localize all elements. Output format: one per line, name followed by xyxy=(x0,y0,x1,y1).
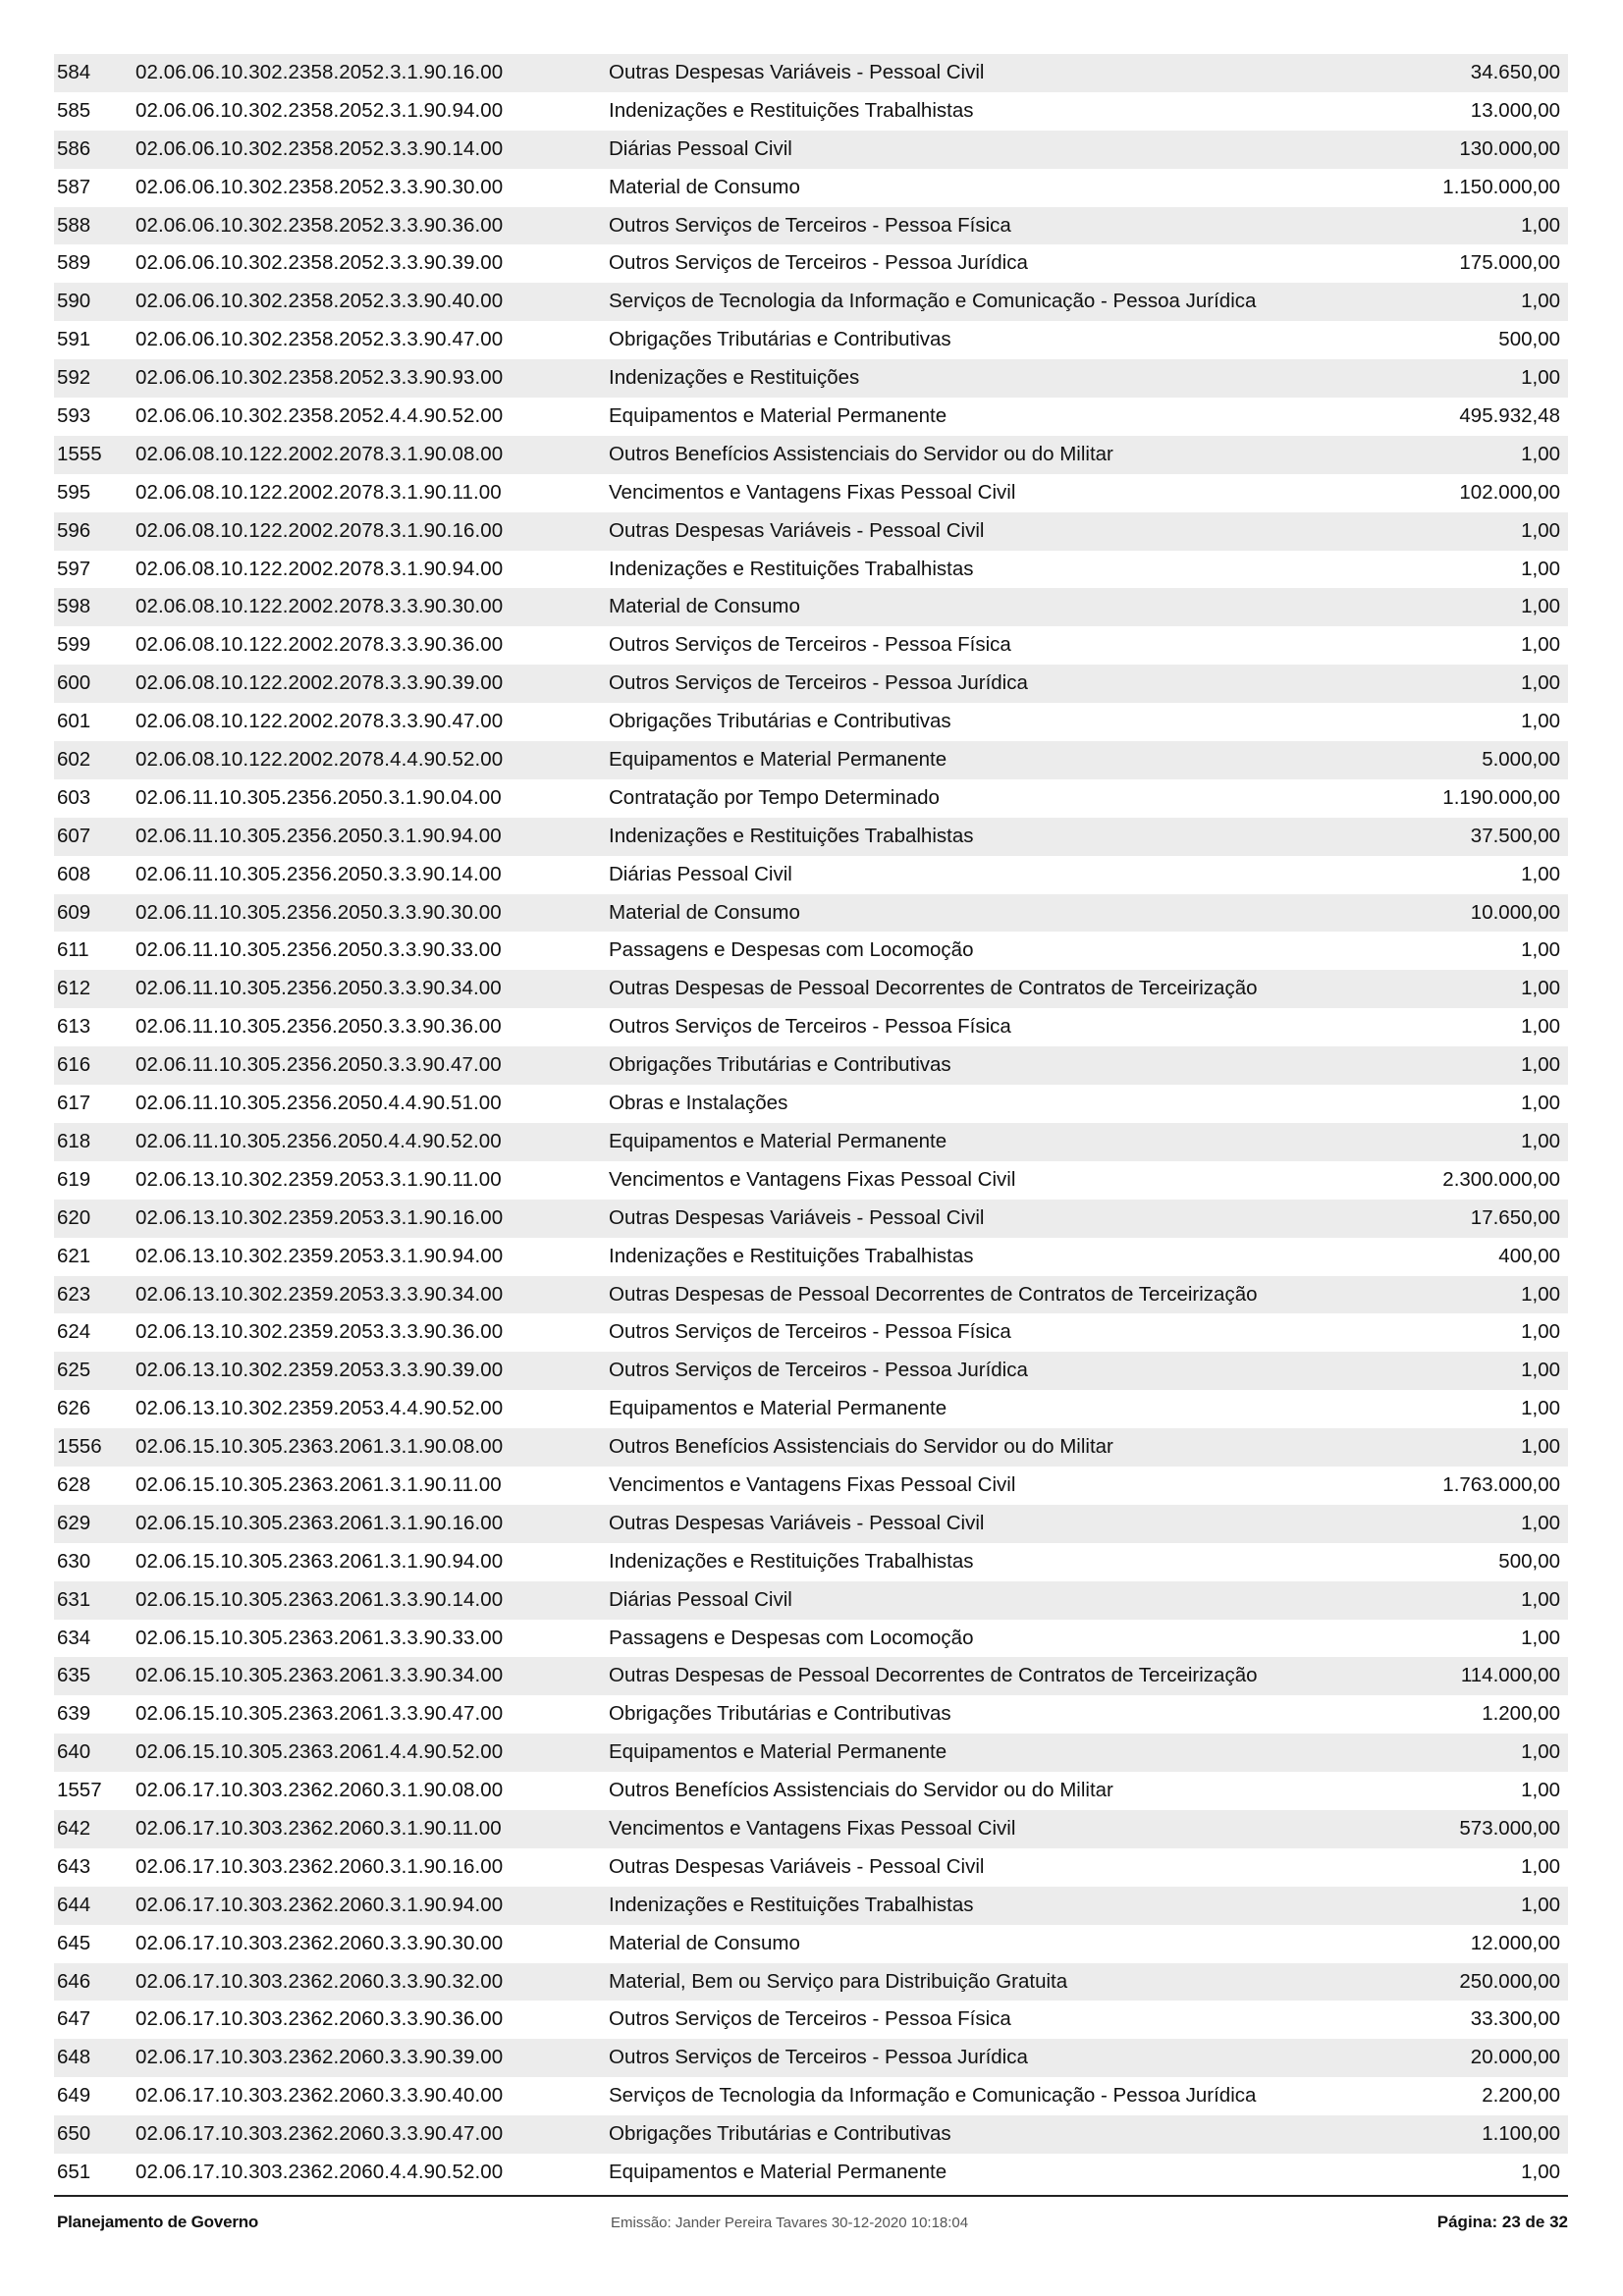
account-code: 02.06.15.10.305.2363.2061.3.3.90.33.00 xyxy=(135,1626,504,1649)
account-code: 02.06.13.10.302.2359.2053.3.3.90.36.00 xyxy=(135,1320,504,1344)
row-id: 601 xyxy=(57,710,91,733)
table-row xyxy=(54,436,1568,474)
row-value: 37.500,00 xyxy=(1470,824,1560,847)
row-value: 1,00 xyxy=(1521,213,1560,237)
account-code: 02.06.08.10.122.2002.2078.3.1.90.16.00 xyxy=(135,518,504,542)
account-code: 02.06.11.10.305.2356.2050.3.3.90.47.00 xyxy=(135,1053,502,1077)
row-value: 1,00 xyxy=(1521,1511,1560,1534)
row-id: 613 xyxy=(57,1015,91,1039)
account-code: 02.06.15.10.305.2363.2061.3.1.90.08.00 xyxy=(135,1435,504,1459)
row-id: 640 xyxy=(57,1740,91,1764)
row-description: Outros Serviços de Terceiros - Pessoa Física xyxy=(609,2007,1011,2031)
row-description: Outros Serviços de Terceiros - Pessoa Jurídica xyxy=(609,1359,1028,1382)
account-code: 02.06.17.10.303.2362.2060.3.3.90.32.00 xyxy=(135,1969,504,1993)
account-code: 02.06.11.10.305.2356.2050.3.3.90.36.00 xyxy=(135,1015,502,1039)
row-id: 645 xyxy=(57,1931,91,1954)
account-code: 02.06.08.10.122.2002.2078.3.1.90.08.00 xyxy=(135,442,504,465)
row-id: 592 xyxy=(57,366,91,390)
row-id: 629 xyxy=(57,1511,91,1534)
table-row xyxy=(54,244,1568,283)
row-description: Outras Despesas Variáveis - Pessoal Civil xyxy=(609,518,985,542)
row-description: Passagens e Despesas com Locomoção xyxy=(609,1626,974,1649)
row-value: 1.190.000,00 xyxy=(1442,785,1560,809)
account-code: 02.06.15.10.305.2363.2061.3.3.90.14.00 xyxy=(135,1587,504,1611)
table-row xyxy=(54,474,1568,512)
account-code: 02.06.13.10.302.2359.2053.3.1.90.16.00 xyxy=(135,1205,504,1229)
row-value: 573.000,00 xyxy=(1459,1816,1560,1840)
row-id: 650 xyxy=(57,2122,91,2146)
table-row xyxy=(54,1352,1568,1390)
row-value: 400,00 xyxy=(1498,1244,1560,1267)
row-value: 1.150.000,00 xyxy=(1442,175,1560,198)
row-description: Obrigações Tributárias e Contributivas xyxy=(609,1053,951,1077)
row-value: 1,00 xyxy=(1521,1092,1560,1115)
table-row xyxy=(54,1925,1568,1963)
table-row xyxy=(54,1734,1568,1772)
row-value: 1,00 xyxy=(1521,442,1560,465)
row-id: 1556 xyxy=(57,1435,102,1459)
row-value: 2.300.000,00 xyxy=(1442,1167,1560,1191)
account-code: 02.06.06.10.302.2358.2052.3.3.90.30.00 xyxy=(135,175,504,198)
row-description: Equipamentos e Material Permanente xyxy=(609,404,947,428)
row-description: Serviços de Tecnologia da Informação e Comunicação - Pessoa Jurídica xyxy=(609,2084,1257,2108)
row-value: 1,00 xyxy=(1521,557,1560,580)
row-description: Material de Consumo xyxy=(609,1931,800,1954)
row-description: Obrigações Tributárias e Contributivas xyxy=(609,2122,951,2146)
row-id: 602 xyxy=(57,748,91,772)
table-row xyxy=(54,283,1568,321)
account-code: 02.06.15.10.305.2363.2061.3.1.90.11.00 xyxy=(135,1472,502,1496)
row-value: 1,00 xyxy=(1521,595,1560,618)
row-description: Material de Consumo xyxy=(609,595,800,618)
row-value: 17.650,00 xyxy=(1470,1205,1560,1229)
row-id: 619 xyxy=(57,1167,91,1191)
row-id: 1557 xyxy=(57,1779,102,1802)
account-code: 02.06.15.10.305.2363.2061.3.3.90.34.00 xyxy=(135,1664,504,1687)
table-row xyxy=(54,1848,1568,1887)
row-description: Outros Benefícios Assistenciais do Servidor ou do Militar xyxy=(609,1779,1113,1802)
row-id: 591 xyxy=(57,328,91,351)
row-id: 617 xyxy=(57,1092,91,1115)
row-description: Equipamentos e Material Permanente xyxy=(609,748,947,772)
table-row xyxy=(54,1620,1568,1658)
row-description: Outras Despesas de Pessoal Decorrentes de Contratos de Terceirização xyxy=(609,977,1258,1000)
table-row xyxy=(54,1008,1568,1046)
row-description: Material de Consumo xyxy=(609,175,800,198)
row-id: 623 xyxy=(57,1282,91,1306)
row-value: 1,00 xyxy=(1521,938,1560,962)
row-description: Equipamentos e Material Permanente xyxy=(609,1740,947,1764)
row-description: Outros Benefícios Assistenciais do Servidor ou do Militar xyxy=(609,1435,1113,1459)
row-id: 642 xyxy=(57,1816,91,1840)
table-row xyxy=(54,2115,1568,2154)
account-code: 02.06.06.10.302.2358.2052.4.4.90.52.00 xyxy=(135,404,504,428)
row-value: 1,00 xyxy=(1521,671,1560,695)
account-code: 02.06.17.10.303.2362.2060.3.1.90.94.00 xyxy=(135,1893,504,1916)
table-row xyxy=(54,1313,1568,1352)
row-description: Diárias Pessoal Civil xyxy=(609,862,792,885)
row-description: Vencimentos e Vantagens Fixas Pessoal Civil xyxy=(609,1167,1016,1191)
row-value: 1,00 xyxy=(1521,366,1560,390)
account-code: 02.06.11.10.305.2356.2050.3.3.90.14.00 xyxy=(135,862,502,885)
row-id: 600 xyxy=(57,671,91,695)
table-row xyxy=(54,1581,1568,1620)
row-id: 609 xyxy=(57,900,91,924)
table-row xyxy=(54,1657,1568,1695)
table-row xyxy=(54,2039,1568,2077)
row-description: Outros Serviços de Terceiros - Pessoa Física xyxy=(609,633,1011,657)
row-value: 12.000,00 xyxy=(1470,1931,1560,1954)
row-description: Passagens e Despesas com Locomoção xyxy=(609,938,974,962)
row-description: Serviços de Tecnologia da Informação e Comunicação - Pessoa Jurídica xyxy=(609,290,1257,313)
table-row xyxy=(54,2154,1568,2192)
row-description: Diárias Pessoal Civil xyxy=(609,1587,792,1611)
row-id: 597 xyxy=(57,557,91,580)
row-description: Obrigações Tributárias e Contributivas xyxy=(609,1702,951,1726)
table-row xyxy=(54,1887,1568,1925)
row-id: 648 xyxy=(57,2046,91,2069)
row-id: 625 xyxy=(57,1359,91,1382)
row-id: 621 xyxy=(57,1244,91,1267)
row-id: 608 xyxy=(57,862,91,885)
account-code: 02.06.17.10.303.2362.2060.3.3.90.40.00 xyxy=(135,2084,504,2108)
row-id: 595 xyxy=(57,480,91,504)
table-row xyxy=(54,551,1568,589)
row-id: 590 xyxy=(57,290,91,313)
row-description: Outros Serviços de Terceiros - Pessoa Física xyxy=(609,1320,1011,1344)
row-value: 495.932,48 xyxy=(1459,404,1560,428)
row-value: 500,00 xyxy=(1498,1549,1560,1573)
row-id: 588 xyxy=(57,213,91,237)
row-description: Indenizações e Restituições xyxy=(609,366,860,390)
row-value: 13.000,00 xyxy=(1470,98,1560,122)
row-description: Equipamentos e Material Permanente xyxy=(609,1129,947,1152)
table-row xyxy=(54,512,1568,551)
row-value: 10.000,00 xyxy=(1470,900,1560,924)
row-id: 624 xyxy=(57,1320,91,1344)
table-row xyxy=(54,970,1568,1008)
row-value: 102.000,00 xyxy=(1459,480,1560,504)
table-row xyxy=(54,1810,1568,1848)
row-value: 1,00 xyxy=(1521,290,1560,313)
row-id: 603 xyxy=(57,785,91,809)
row-description: Material, Bem ou Serviço para Distribuição Gratuita xyxy=(609,1969,1068,1993)
row-id: 639 xyxy=(57,1702,91,1726)
account-code: 02.06.11.10.305.2356.2050.4.4.90.52.00 xyxy=(135,1129,502,1152)
account-code: 02.06.17.10.303.2362.2060.4.4.90.52.00 xyxy=(135,2160,504,2183)
footer-emission: Emissão: Jander Pereira Tavares 30-12-2020 10:18:04 xyxy=(611,2215,969,2231)
row-value: 1,00 xyxy=(1521,1053,1560,1077)
row-value: 1,00 xyxy=(1521,1587,1560,1611)
row-id: 646 xyxy=(57,1969,91,1993)
row-description: Outras Despesas de Pessoal Decorrentes de Contratos de Terceirização xyxy=(609,1664,1258,1687)
row-value: 1,00 xyxy=(1521,1854,1560,1878)
row-value: 1,00 xyxy=(1521,1282,1560,1306)
row-value: 1,00 xyxy=(1521,1359,1560,1382)
table-row xyxy=(54,626,1568,665)
row-id: 644 xyxy=(57,1893,91,1916)
row-description: Outros Serviços de Terceiros - Pessoa Física xyxy=(609,1015,1011,1039)
row-description: Outras Despesas de Pessoal Decorrentes de Contratos de Terceirização xyxy=(609,1282,1258,1306)
row-value: 1,00 xyxy=(1521,1740,1560,1764)
row-id: 635 xyxy=(57,1664,91,1687)
budget-table xyxy=(54,54,1568,2192)
row-id: 631 xyxy=(57,1587,91,1611)
table-row xyxy=(54,54,1568,92)
table-row xyxy=(54,207,1568,245)
row-value: 1,00 xyxy=(1521,1397,1560,1420)
account-code: 02.06.11.10.305.2356.2050.3.3.90.33.00 xyxy=(135,938,502,962)
row-value: 1,00 xyxy=(1521,1435,1560,1459)
row-description: Contratação por Tempo Determinado xyxy=(609,785,940,809)
account-code: 02.06.08.10.122.2002.2078.3.3.90.30.00 xyxy=(135,595,504,618)
row-description: Outras Despesas Variáveis - Pessoal Civil xyxy=(609,61,985,83)
row-id: 593 xyxy=(57,404,91,428)
table-row xyxy=(54,169,1568,207)
account-code: 02.06.15.10.305.2363.2061.3.1.90.94.00 xyxy=(135,1549,504,1573)
row-description: Outros Serviços de Terceiros - Pessoa Jurídica xyxy=(609,2046,1028,2069)
row-description: Indenizações e Restituições Trabalhistas xyxy=(609,824,974,847)
account-code: 02.06.06.10.302.2358.2052.3.3.90.47.00 xyxy=(135,328,504,351)
footer-page-number: Página: 23 de 32 xyxy=(1436,2213,1568,2231)
row-id: 586 xyxy=(57,136,91,160)
account-code: 02.06.17.10.303.2362.2060.3.3.90.39.00 xyxy=(135,2046,504,2069)
row-id: 634 xyxy=(57,1626,91,1649)
row-value: 34.650,00 xyxy=(1470,61,1560,83)
account-code: 02.06.13.10.302.2359.2053.3.3.90.39.00 xyxy=(135,1359,504,1382)
row-description: Indenizações e Restituições Trabalhistas xyxy=(609,1549,974,1573)
table-row xyxy=(54,1390,1568,1428)
row-value: 5.000,00 xyxy=(1482,748,1560,772)
row-value: 1,00 xyxy=(1521,1626,1560,1649)
row-value: 1.100,00 xyxy=(1482,2122,1560,2146)
row-value: 1,00 xyxy=(1521,710,1560,733)
account-code: 02.06.15.10.305.2363.2061.3.3.90.47.00 xyxy=(135,1702,504,1726)
row-description: Indenizações e Restituições Trabalhistas xyxy=(609,1893,974,1916)
row-value: 33.300,00 xyxy=(1470,2007,1560,2031)
table-row xyxy=(54,1428,1568,1467)
row-value: 1,00 xyxy=(1521,977,1560,1000)
table-row xyxy=(54,1695,1568,1734)
row-description: Outros Benefícios Assistenciais do Servidor ou do Militar xyxy=(609,442,1113,465)
row-id: 651 xyxy=(57,2160,91,2183)
table-row xyxy=(54,1963,1568,2002)
row-description: Indenizações e Restituições Trabalhistas xyxy=(609,557,974,580)
row-id: 607 xyxy=(57,824,91,847)
account-code: 02.06.06.10.302.2358.2052.3.3.90.40.00 xyxy=(135,290,504,313)
account-code: 02.06.08.10.122.2002.2078.3.1.90.94.00 xyxy=(135,557,504,580)
row-value: 2.200,00 xyxy=(1482,2084,1560,2108)
footer-organization: Planejamento de Governo xyxy=(57,2213,259,2231)
row-id: 618 xyxy=(57,1129,91,1152)
account-code: 02.06.13.10.302.2359.2053.3.1.90.94.00 xyxy=(135,1244,504,1267)
row-value: 1.200,00 xyxy=(1482,1702,1560,1726)
account-code: 02.06.08.10.122.2002.2078.3.3.90.39.00 xyxy=(135,671,504,695)
account-code: 02.06.08.10.122.2002.2078.3.1.90.11.00 xyxy=(135,480,502,504)
account-code: 02.06.06.10.302.2358.2052.3.3.90.39.00 xyxy=(135,251,504,275)
account-code: 02.06.15.10.305.2363.2061.4.4.90.52.00 xyxy=(135,1740,504,1764)
table-row xyxy=(54,588,1568,626)
table-row xyxy=(54,856,1568,894)
account-code: 02.06.17.10.303.2362.2060.3.3.90.47.00 xyxy=(135,2122,504,2146)
row-id: 647 xyxy=(57,2007,91,2031)
table-row xyxy=(54,359,1568,398)
row-description: Vencimentos e Vantagens Fixas Pessoal Civil xyxy=(609,480,1016,504)
table-row xyxy=(54,1276,1568,1314)
row-id: 596 xyxy=(57,518,91,542)
row-id: 598 xyxy=(57,595,91,618)
table-row xyxy=(54,1238,1568,1276)
footer-divider xyxy=(54,2195,1568,2197)
table-row xyxy=(54,932,1568,970)
row-value: 130.000,00 xyxy=(1459,136,1560,160)
row-id: 630 xyxy=(57,1549,91,1573)
row-id: 585 xyxy=(57,98,91,122)
account-code: 02.06.17.10.303.2362.2060.3.1.90.11.00 xyxy=(135,1816,502,1840)
account-code: 02.06.13.10.302.2359.2053.4.4.90.52.00 xyxy=(135,1397,504,1420)
table-row xyxy=(54,741,1568,779)
account-code: 02.06.06.10.302.2358.2052.3.3.90.36.00 xyxy=(135,213,504,237)
account-code: 02.06.17.10.303.2362.2060.3.1.90.16.00 xyxy=(135,1854,504,1878)
table-row xyxy=(54,398,1568,436)
account-code: 02.06.06.10.302.2358.2052.3.3.90.14.00 xyxy=(135,136,504,160)
table-row xyxy=(54,92,1568,131)
account-code: 02.06.11.10.305.2356.2050.3.3.90.30.00 xyxy=(135,900,502,924)
row-description: Outras Despesas Variáveis - Pessoal Civil xyxy=(609,1511,985,1534)
row-id: 620 xyxy=(57,1205,91,1229)
account-code: 02.06.13.10.302.2359.2053.3.3.90.34.00 xyxy=(135,1282,504,1306)
row-value: 114.000,00 xyxy=(1460,1664,1560,1687)
account-code: 02.06.17.10.303.2362.2060.3.1.90.08.00 xyxy=(135,1779,504,1802)
table-row xyxy=(54,665,1568,703)
table-row xyxy=(54,1123,1568,1161)
account-code: 02.06.11.10.305.2356.2050.3.1.90.94.00 xyxy=(135,824,502,847)
row-description: Obras e Instalações xyxy=(609,1092,788,1115)
row-value: 1,00 xyxy=(1521,1779,1560,1802)
row-description: Outras Despesas Variáveis - Pessoal Civil xyxy=(609,1205,985,1229)
row-value: 1,00 xyxy=(1521,518,1560,542)
account-code: 02.06.11.10.305.2356.2050.4.4.90.51.00 xyxy=(135,1092,502,1115)
row-description: Outras Despesas Variáveis - Pessoal Civil xyxy=(609,1854,985,1878)
row-description: Equipamentos e Material Permanente xyxy=(609,1397,947,1420)
row-value: 20.000,00 xyxy=(1470,2046,1560,2069)
table-row xyxy=(54,2001,1568,2039)
table-row xyxy=(54,2077,1568,2115)
row-value: 1,00 xyxy=(1521,2160,1560,2183)
table-row xyxy=(54,1505,1568,1543)
row-value: 1,00 xyxy=(1521,1320,1560,1344)
row-value: 1,00 xyxy=(1521,1015,1560,1039)
account-code: 02.06.08.10.122.2002.2078.4.4.90.52.00 xyxy=(135,748,504,772)
row-value: 500,00 xyxy=(1498,328,1560,351)
table-row xyxy=(54,1467,1568,1505)
account-code: 02.06.15.10.305.2363.2061.3.1.90.16.00 xyxy=(135,1511,504,1534)
row-value: 1.763.000,00 xyxy=(1442,1472,1560,1496)
row-description: Indenizações e Restituições Trabalhistas xyxy=(609,98,974,122)
table-row xyxy=(54,894,1568,933)
row-value: 175.000,00 xyxy=(1459,251,1560,275)
row-description: Outros Serviços de Terceiros - Pessoa Física xyxy=(609,213,1011,237)
row-value: 1,00 xyxy=(1521,862,1560,885)
account-code: 02.06.17.10.303.2362.2060.3.3.90.36.00 xyxy=(135,2007,504,2031)
row-id: 611 xyxy=(57,938,89,962)
row-description: Obrigações Tributárias e Contributivas xyxy=(609,710,951,733)
account-code: 02.06.11.10.305.2356.2050.3.3.90.34.00 xyxy=(135,977,502,1000)
table-row xyxy=(54,703,1568,741)
row-description: Indenizações e Restituições Trabalhistas xyxy=(609,1244,974,1267)
row-description: Outros Serviços de Terceiros - Pessoa Jurídica xyxy=(609,671,1028,695)
row-value: 1,00 xyxy=(1521,1893,1560,1916)
row-value: 1,00 xyxy=(1521,633,1560,657)
row-id: 626 xyxy=(57,1397,91,1420)
row-id: 589 xyxy=(57,251,91,275)
table-row xyxy=(54,321,1568,359)
table-row xyxy=(54,1161,1568,1200)
row-id: 599 xyxy=(57,633,91,657)
row-id: 649 xyxy=(57,2084,91,2108)
table-row xyxy=(54,1046,1568,1085)
account-code: 02.06.08.10.122.2002.2078.3.3.90.36.00 xyxy=(135,633,504,657)
row-description: Vencimentos e Vantagens Fixas Pessoal Civil xyxy=(609,1816,1016,1840)
row-description: Material de Consumo xyxy=(609,900,800,924)
table-row xyxy=(54,779,1568,818)
row-id: 1555 xyxy=(57,442,102,465)
table-row xyxy=(54,131,1568,169)
table-row xyxy=(54,1772,1568,1810)
account-code: 02.06.06.10.302.2358.2052.3.1.90.16.00 xyxy=(135,61,504,83)
account-code: 02.06.11.10.305.2356.2050.3.1.90.04.00 xyxy=(135,785,502,809)
table-row xyxy=(54,818,1568,856)
row-value: 250.000,00 xyxy=(1459,1969,1560,1993)
row-description: Diárias Pessoal Civil xyxy=(609,136,792,160)
row-id: 612 xyxy=(57,977,91,1000)
row-description: Outros Serviços de Terceiros - Pessoa Jurídica xyxy=(609,251,1028,275)
table-row xyxy=(54,1200,1568,1238)
row-id: 587 xyxy=(57,175,91,198)
row-id: 584 xyxy=(57,61,91,83)
row-description: Vencimentos e Vantagens Fixas Pessoal Civil xyxy=(609,1472,1016,1496)
account-code: 02.06.08.10.122.2002.2078.3.3.90.47.00 xyxy=(135,710,504,733)
row-id: 616 xyxy=(57,1053,91,1077)
account-code: 02.06.06.10.302.2358.2052.3.3.90.93.00 xyxy=(135,366,504,390)
account-code: 02.06.13.10.302.2359.2053.3.1.90.11.00 xyxy=(135,1167,502,1191)
row-id: 628 xyxy=(57,1472,91,1496)
account-code: 02.06.06.10.302.2358.2052.3.1.90.94.00 xyxy=(135,98,504,122)
row-value: 1,00 xyxy=(1521,1129,1560,1152)
row-id: 643 xyxy=(57,1854,91,1878)
account-code: 02.06.17.10.303.2362.2060.3.3.90.30.00 xyxy=(135,1931,504,1954)
row-description: Equipamentos e Material Permanente xyxy=(609,2160,947,2183)
row-description: Obrigações Tributárias e Contributivas xyxy=(609,328,951,351)
table-row xyxy=(54,1543,1568,1581)
table-row xyxy=(54,1085,1568,1123)
